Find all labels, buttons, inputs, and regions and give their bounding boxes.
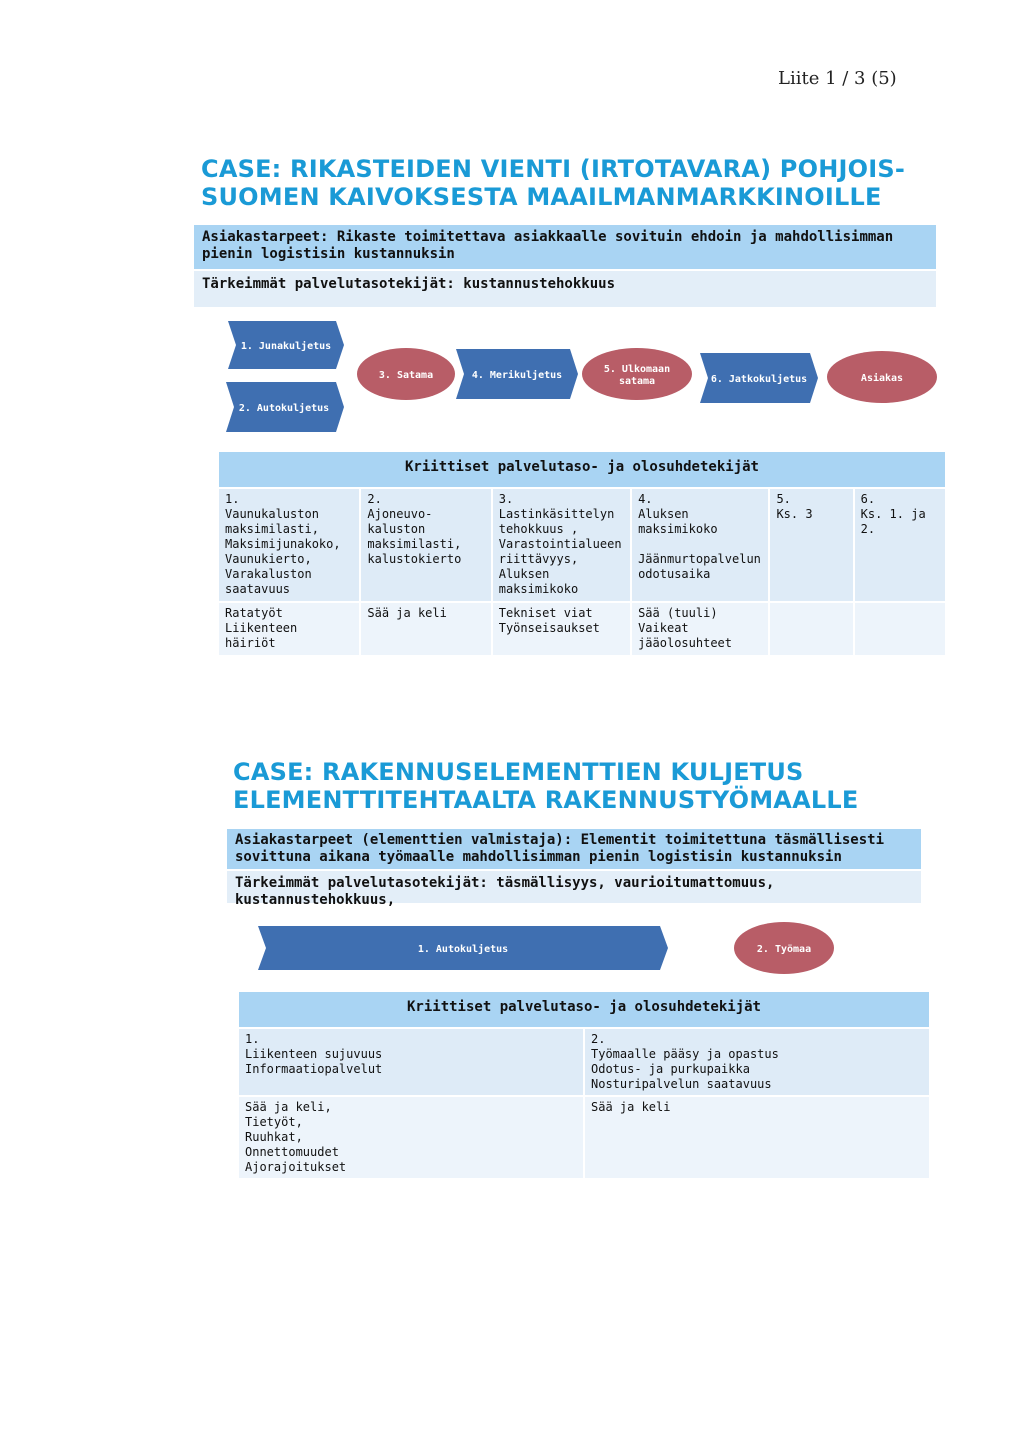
case1-critical-factors-table <box>217 450 947 657</box>
case1-step1-label: 1. Junakuljetus <box>240 341 332 352</box>
case1-step5-label-line1: 5. Ulkomaan <box>603 364 671 375</box>
case1-process-flow <box>0 315 1024 440</box>
case1-step3-ellipse <box>357 348 455 400</box>
case2-table-header: Kriittiset palvelutaso- ja olosuhdetekijät <box>239 992 929 1027</box>
table-cell: 6. Ks. 1. ja 2. <box>855 489 945 601</box>
table-cell: 4. Aluksen maksimikoko Jäänmurtopalvelun odotusaika <box>632 489 768 601</box>
table-cell: 2. Työmaalle pääsy ja opastus Odotus- ja purkupaikka Nosturipalvelun saatavuus <box>585 1029 929 1095</box>
page-number: Liite 1 / 3 (5) <box>778 68 897 89</box>
case2-title <box>233 758 953 814</box>
table-cell: Sää ja keli <box>585 1097 929 1178</box>
case1-step5-label-line2: satama <box>618 376 656 387</box>
table-cell: 2. Ajoneuvo- kaluston maksimilasti, kalustokierto <box>361 489 490 601</box>
table-row <box>219 489 945 601</box>
table-cell: 1. Liikenteen sujuvuus Informaatiopalvelut <box>239 1029 583 1095</box>
table-row <box>219 603 945 655</box>
case1-step6-label: 6. Jatkokuljetus <box>710 374 808 385</box>
case1-title-line2: SUOMEN KAIVOKSESTA MAAILMANMARKKINOILLE <box>201 183 882 211</box>
case2-process-flow <box>0 920 1024 980</box>
case2-title-line2: ELEMENTTITEHTAALTA RAKENNUSTYÖMAALLE <box>233 786 859 814</box>
case2-customer-needs: Asiakastarpeet (elementtien valmistaja): Elementit toimitettuna täsmällisesti sovittuna aikana työmaalle mahdollisimman pienin logistisin kustannuksin <box>227 829 921 869</box>
case1-step2-label: 2. Autokuljetus <box>238 403 330 414</box>
table-cell <box>855 603 945 655</box>
case2-step1-chevron <box>258 926 668 970</box>
table-cell: Ratatyöt Liikenteen häiriöt <box>219 603 359 655</box>
case1-step2-chevron <box>226 382 344 432</box>
case1-step6-chevron <box>700 353 818 403</box>
case1-step1-chevron <box>228 321 344 369</box>
table-row <box>239 1029 929 1095</box>
case2-title-line1: CASE: RAKENNUSELEMENTTIEN KULJETUS <box>233 758 804 786</box>
case2-critical-factors-table <box>237 990 931 1180</box>
case1-step4-chevron <box>456 349 578 399</box>
case1-step5-ellipse <box>582 348 692 400</box>
case2-step2-ellipse <box>734 922 834 974</box>
table-cell: Sää (tuuli) Vaikeat jääolosuhteet <box>632 603 768 655</box>
case1-step3-label: 3. Satama <box>378 370 434 381</box>
case1-step4-label: 4. Merikuljetus <box>471 370 563 381</box>
case1-table-header: Kriittiset palvelutaso- ja olosuhdetekijät <box>219 452 945 487</box>
case1-customer-ellipse <box>827 351 937 403</box>
table-cell: 1. Vaunukaluston maksimilasti, Maksimijunakoko, Vaunukierto, Varakaluston saatavuus <box>219 489 359 601</box>
table-cell: Sää ja keli <box>361 603 490 655</box>
case1-customer-label: Asiakas <box>860 373 904 384</box>
table-cell: Sää ja keli, Tietyöt, Ruuhkat, Onnettomuudet Ajorajoitukset <box>239 1097 583 1178</box>
table-cell: Tekniset viat Työnseisaukset <box>493 603 630 655</box>
table-row <box>239 1097 929 1178</box>
case2-step2-label: 2. Työmaa <box>756 944 812 955</box>
case2-step1-label: 1. Autokuljetus <box>417 944 509 955</box>
table-cell: 5. Ks. 3 <box>770 489 852 601</box>
case1-customer-needs: Asiakastarpeet: Rikaste toimitettava asiakkaalle sovituin ehdoin ja mahdollisimman pienin logistisin kustannuksin <box>194 225 936 269</box>
table-cell <box>770 603 852 655</box>
case1-title <box>201 155 941 211</box>
case1-key-factors: Tärkeimmät palvelutasotekijät: kustannustehokkuus <box>194 271 936 307</box>
table-cell: 3. Lastinkäsittelyn tehokkuus , Varastointialueen riittävyys, Aluksen maksimikoko <box>493 489 630 601</box>
case1-title-line1: CASE: RIKASTEIDEN VIENTI (IRTOTAVARA) POHJOIS- <box>201 155 905 183</box>
case2-key-factors: Tärkeimmät palvelutasotekijät: täsmällisyys, vaurioitumattomuus, kustannustehokkuus, <box>227 871 921 903</box>
